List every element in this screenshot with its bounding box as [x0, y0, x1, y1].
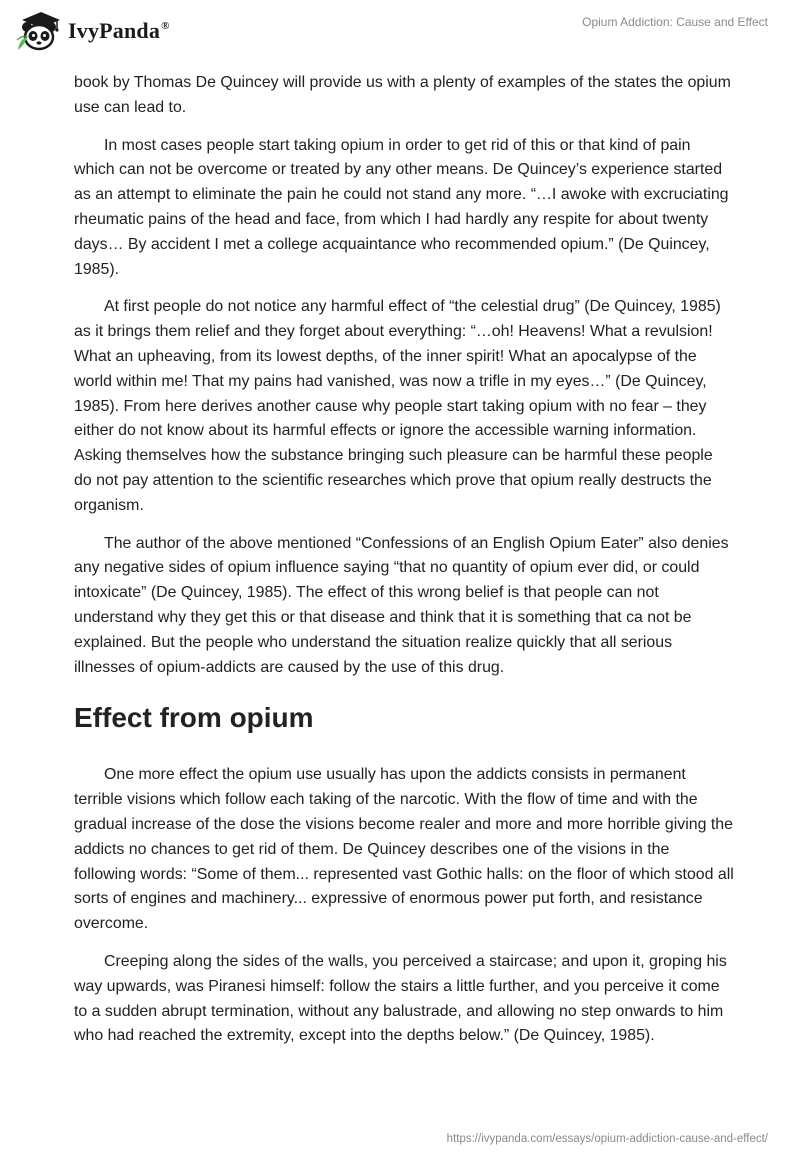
logo-name: IvyPanda [68, 18, 161, 43]
registered-mark: ® [161, 20, 170, 32]
paragraph: Creeping along the sides of the walls, you perceived a staircase; and upon it, groping his way upwards, was Piranesi himself: follow the stairs a little further, and you perceive it come to a sudden abrupt termination, without any balustrade, and allowing no step onwards to him who had reached the extremity, except into the depths below.” (De Quincey, 1985). [74, 952, 727, 1045]
paragraph: The author of the above mentioned “Confessions of an English Opium Eater” also denies any negative sides of opium influence saying “that no quantity of opium ever did, or could intoxicate” (De Quincey, 1985). The effect of this wrong belief is that people can not understand why they get this or that disease and think that it is something that ca not be explained. But the people who understand the situation realize quickly that all serious illnesses of opium-addicts are caused by the use of this drug. [74, 534, 729, 676]
paragraph: At first people do not notice any harmful effect of “the celestial drug” (De Quincey, 1985) as it brings them relief and they forget about everything: “…oh! Heavens! What a revulsion! What an upheaving, from its lowest depths, of the inner spirit! What an apocalypse of the world within me! That my pains had vanished, was now a trifle in my eyes…” (De Quincey, 1985). From here derives another cause why people start taking opium with no fear – they either do not know about its harmful effects or ignore the accessible warning information. Asking themselves how the substance bringing such pleasure can be harmful these people do not pay attention to the scientific researches which prove that opium really destructs the organism. [74, 298, 721, 514]
panda-graduation-icon [14, 10, 62, 52]
ivypanda-logo[interactable] [14, 10, 170, 52]
essay-content [74, 71, 734, 1062]
logo-text [68, 18, 170, 44]
section-heading: Effect from opium [74, 702, 314, 734]
paragraph: In most cases people start taking opium in order to get rid of this or that kind of pain which can not be overcome or treated by any other means. De Quincey’s experience started as an attempt to eliminate the pain he could not stand any more. “…I awoke with excruciating rheumatic pains of the head and face, from which I had hardly any respite for about twenty days… By accident I met a college acquaintance who recommended opium.” (De Quincey, 1985). [74, 136, 729, 278]
page-header [0, 0, 800, 64]
paragraph: book by Thomas De Quincey will provide us with a plenty of examples of the states the opium use can lead to. [74, 74, 731, 116]
source-url-link[interactable]: https://ivypanda.com/essays/opium-addiction-cause-and-effect/ [446, 1133, 768, 1145]
document-title: Opium Addiction: Cause and Effect [582, 15, 768, 29]
paragraph: One more effect the opium use usually has upon the addicts consists in permanent terrible visions which follow each taking of the narcotic. With the flow of time and with the gradual increase of the dose the visions become realer and more and more horrible giving the addicts no chances to get rid of them. De Quincey describes one of the visions in the following words: “Some of them... represented vast Gothic halls: on the floor of which stood all sorts of engines and machinery... expressive of enormous power put forth, and resistance overcome. [74, 766, 734, 933]
